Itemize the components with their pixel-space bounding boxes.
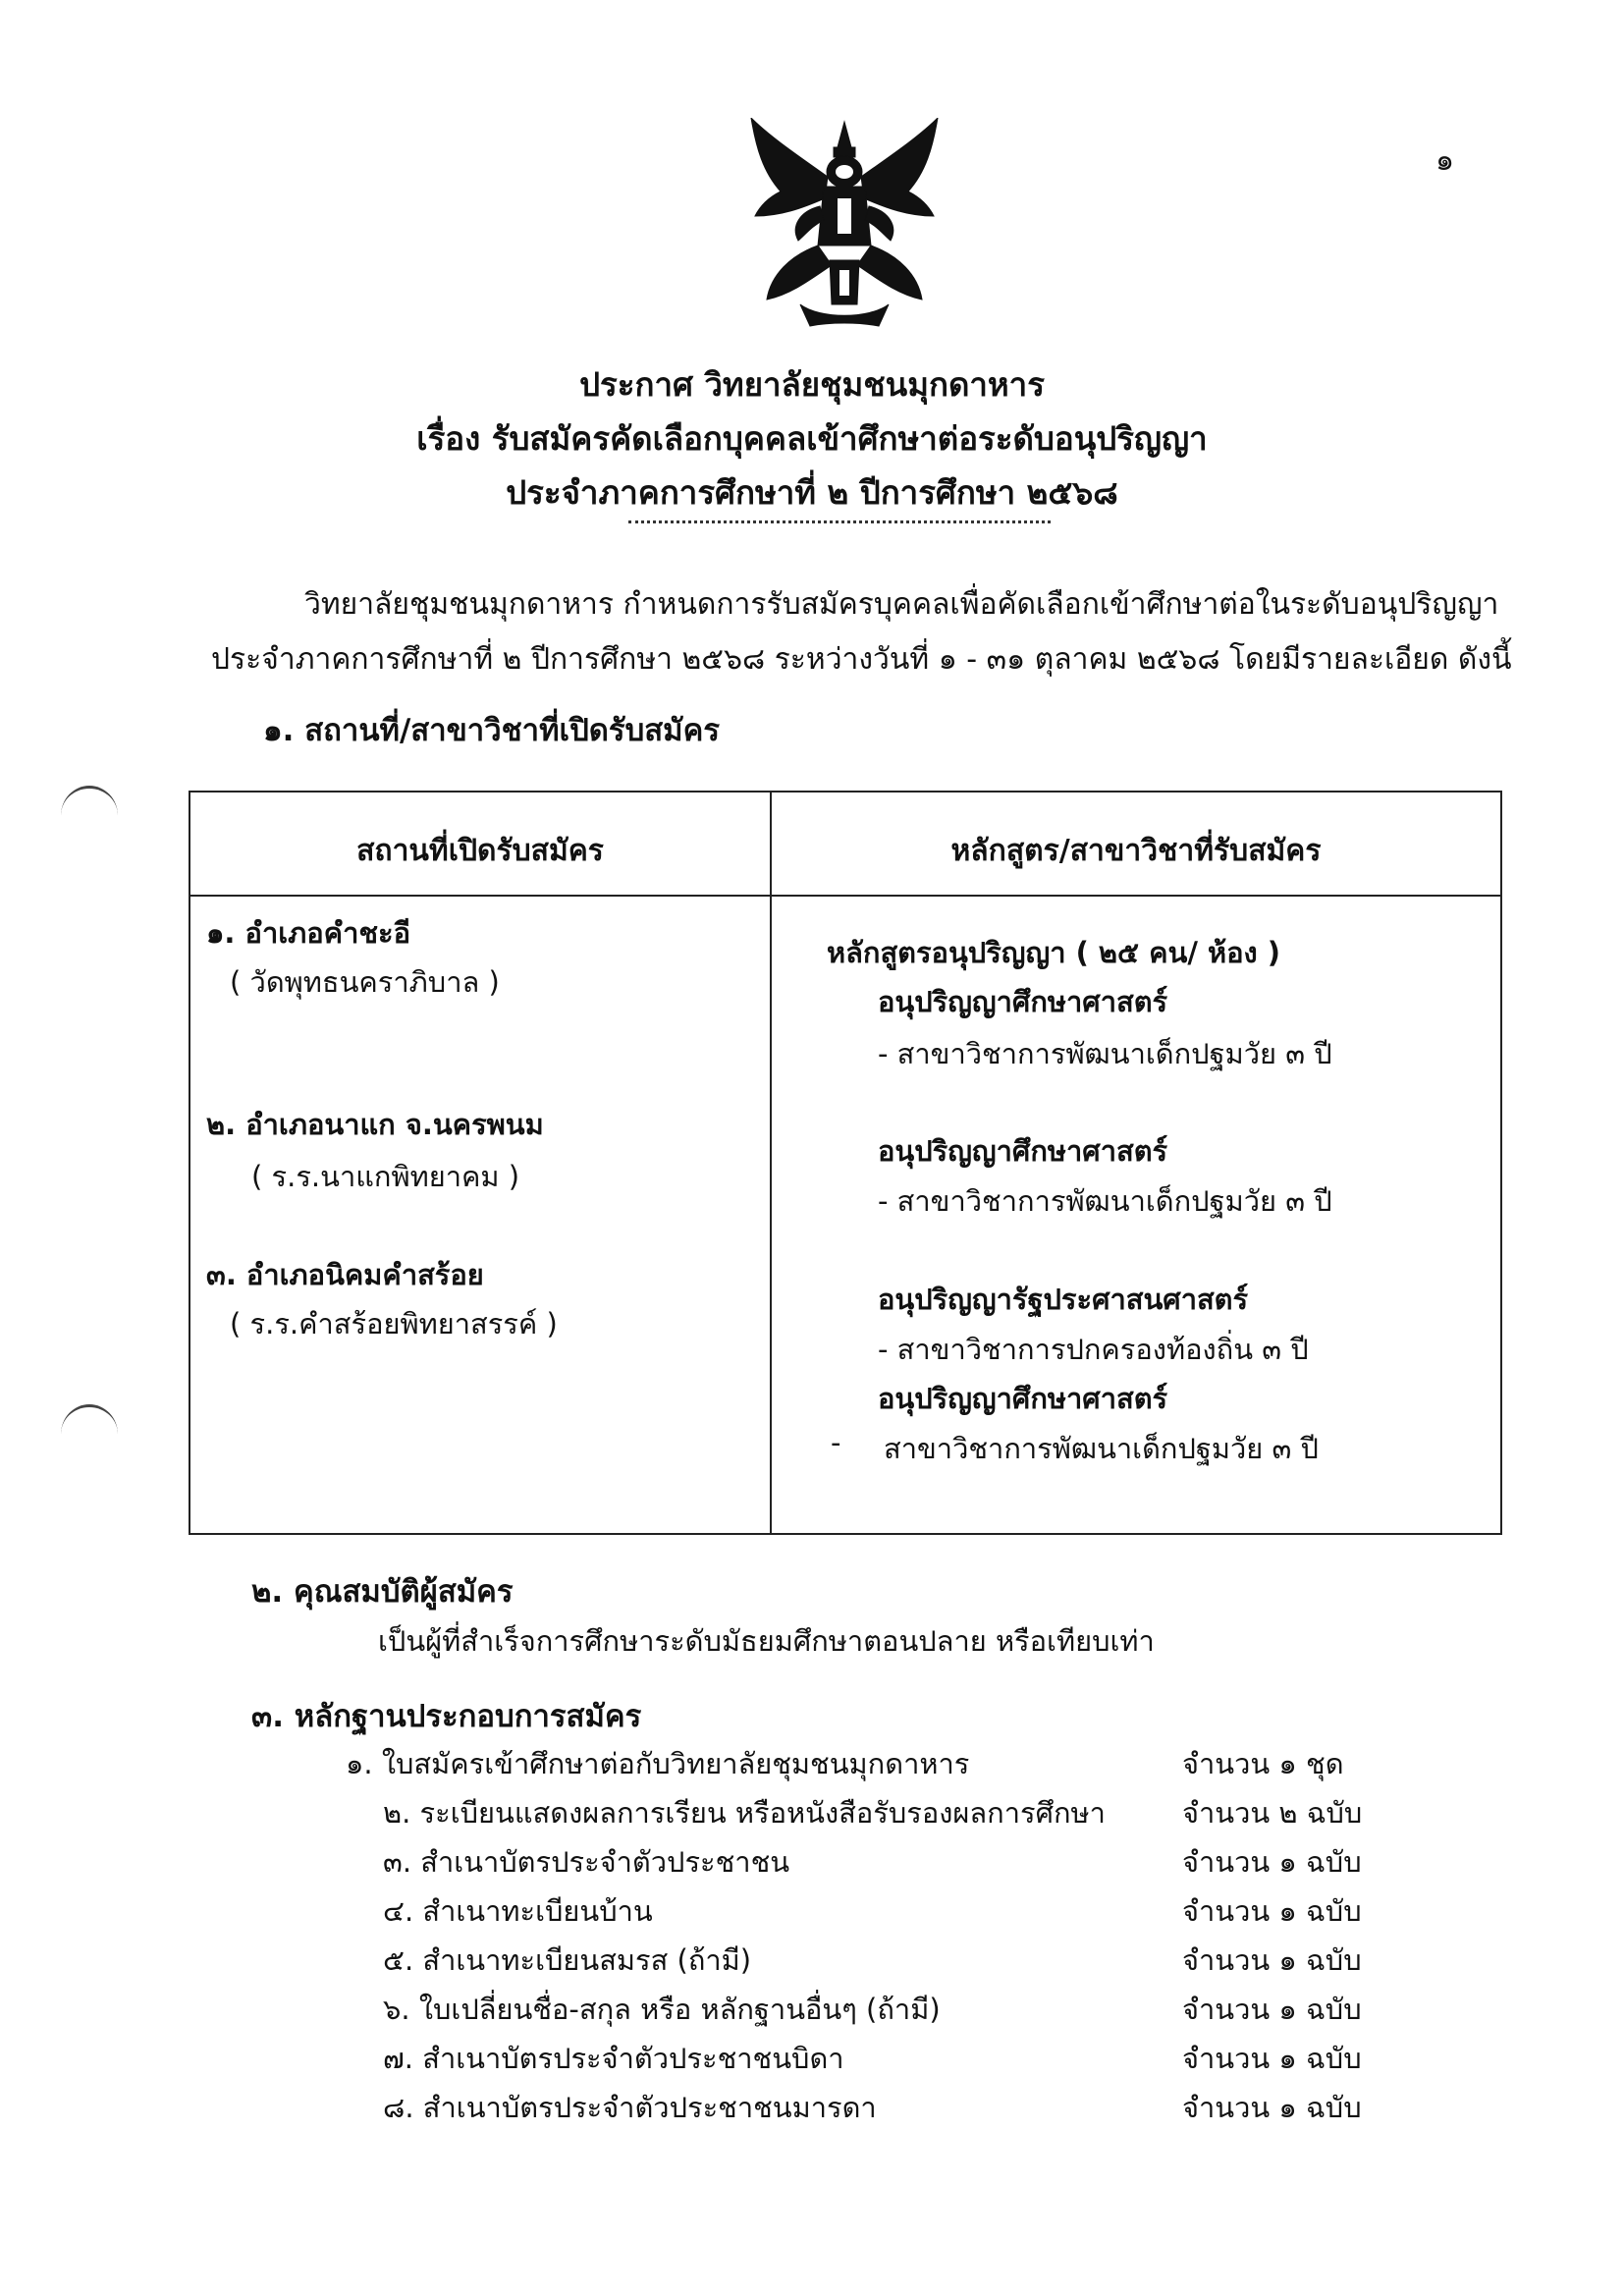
list-item [383, 1938, 1424, 1983]
announcement-subject: เรื่อง รับสมัครคัดเลือกบุคคลเข้าศึกษาต่อระดับอนุปริญญา [416, 419, 1208, 458]
location-place: ( ร.ร.นาแกพิทยาคม ) [251, 1160, 520, 1193]
locations-table [189, 791, 1502, 1535]
list-item [346, 1741, 1386, 1786]
qualification-text: เป็นผู้ที่สำเร็จการศึกษาระดับมัธยมศึกษาตอนปลาย หรือเทียบเท่า [378, 1624, 1155, 1658]
binder-hole-mark [61, 1404, 118, 1464]
location-name: ๒. อำเภอนาแก จ.นครพนม [206, 1108, 544, 1141]
document-amount: จำนวน ๑ ชุด [1182, 1747, 1344, 1780]
document-amount: จำนวน ๑ ฉบับ [1182, 1943, 1362, 1977]
binder-hole-mark [61, 786, 118, 846]
document-amount: จำนวน ๑ ฉบับ [1182, 1894, 1362, 1928]
document-amount: จำนวน ๒ ฉบับ [1182, 1796, 1363, 1830]
announcement-term: ประจำภาคการศึกษาที่ ๒ ปีการศึกษา ๒๕๖๘ [506, 473, 1118, 512]
dotted-separator [628, 520, 1051, 523]
intro-line-1: วิทยาลัยชุมชนมุกดาหาร กำหนดการรับสมัครบุคคลเพื่อคัดเลือกเข้าศึกษาต่อในระดับอนุปริญญา [304, 587, 1499, 622]
page-number: ๑ [1435, 143, 1455, 178]
list-item [383, 1790, 1424, 1835]
table-header-programs: หลักสูตร/สาขาวิชาที่รับสมัคร [950, 834, 1322, 868]
program-degree: อนุปริญญาศึกษาศาสตร์ [878, 985, 1168, 1018]
table-header-locations: สถานที่เปิดรับสมัคร [356, 834, 604, 868]
list-item [383, 2036, 1424, 2081]
document-name: ๖. ใบเปลี่ยนชื่อ-สกุล หรือ หลักฐานอื่นๆ (ถ้ามี) [383, 1993, 941, 2026]
document-amount: จำนวน ๑ ฉบับ [1182, 1993, 1362, 2026]
announcement-title: ประกาศ วิทยาลัยชุมชนมุกดาหาร [579, 365, 1045, 404]
program-major-dash: - [831, 1426, 841, 1459]
location-name: ๑. อำเภอคำชะอี [206, 916, 411, 950]
program-major: สาขาวิชาการพัฒนาเด็กปฐมวัย ๓ ปี [884, 1432, 1319, 1465]
list-item [383, 1839, 1424, 1885]
document-name: ๘. สำเนาบัตรประจำตัวประชาชนมารดา [383, 2091, 877, 2124]
program-major: - สาขาวิชาการพัฒนาเด็กปฐมวัย ๓ ปี [878, 1184, 1332, 1218]
document-amount: จำนวน ๑ ฉบับ [1182, 2042, 1362, 2075]
program-degree: อนุปริญญาศึกษาศาสตร์ [878, 1134, 1168, 1168]
intro-line-2: ประจำภาคการศึกษาที่ ๒ ปีการศึกษา ๒๕๖๘ ระหว่างวันที่ ๑ - ๓๑ ตุลาคม ๒๕๖๘ โดยมีรายละเอียด ดังนี้ [211, 642, 1512, 677]
document-name: ๑. ใบสมัครเข้าศึกษาต่อกับวิทยาลัยชุมชนมุกดาหาร [346, 1747, 970, 1780]
list-item [383, 1888, 1424, 1934]
document-name: ๔. สำเนาทะเบียนบ้าน [383, 1894, 653, 1928]
location-place: ( ร.ร.คำสร้อยพิทยาสรรค์ ) [230, 1307, 558, 1340]
location-place: ( วัดพุทธนคราภิบาล ) [230, 965, 500, 999]
document-name: ๕. สำเนาทะเบียนสมรส (ถ้ามี) [383, 1943, 752, 1977]
program-degree: อนุปริญญารัฐประศาสนศาสตร์ [878, 1283, 1249, 1316]
document-amount: จำนวน ๑ ฉบับ [1182, 1845, 1362, 1879]
location-name: ๓. อำเภอนิคมคำสร้อย [206, 1258, 484, 1291]
list-item [383, 1987, 1424, 2032]
table-column-divider [770, 793, 772, 1533]
document-name: ๒. ระเบียนแสดงผลการเรียน หรือหนังสือรับรองผลการศึกษา [383, 1796, 1106, 1830]
section-2-title: ๒. คุณสมบัติผู้สมัคร [251, 1574, 514, 1610]
program-major: - สาขาวิชาการปกครองท้องถิ่น ๓ ปี [878, 1333, 1309, 1366]
program-degree: อนุปริญญาศึกษาศาสตร์ [878, 1382, 1168, 1415]
table-header-divider [190, 895, 1500, 897]
program-major: - สาขาวิชาการพัฒนาเด็กปฐมวัย ๓ ปี [878, 1037, 1332, 1070]
program-heading: หลักสูตรอนุปริญญา ( ๒๕ คน/ ห้อง ) [827, 936, 1281, 969]
garuda-emblem-icon [741, 118, 947, 329]
section-1-title: ๑. สถานที่/สาขาวิชาที่เปิดรับสมัคร [263, 713, 720, 748]
document-name: ๗. สำเนาบัตรประจำตัวประชาชนบิดา [383, 2042, 844, 2075]
document-amount: จำนวน ๑ ฉบับ [1182, 2091, 1362, 2124]
section-3-title: ๓. หลักฐานประกอบการสมัคร [251, 1699, 642, 1734]
list-item [383, 2085, 1424, 2130]
document-name: ๓. สำเนาบัตรประจำตัวประชาชน [383, 1845, 790, 1879]
